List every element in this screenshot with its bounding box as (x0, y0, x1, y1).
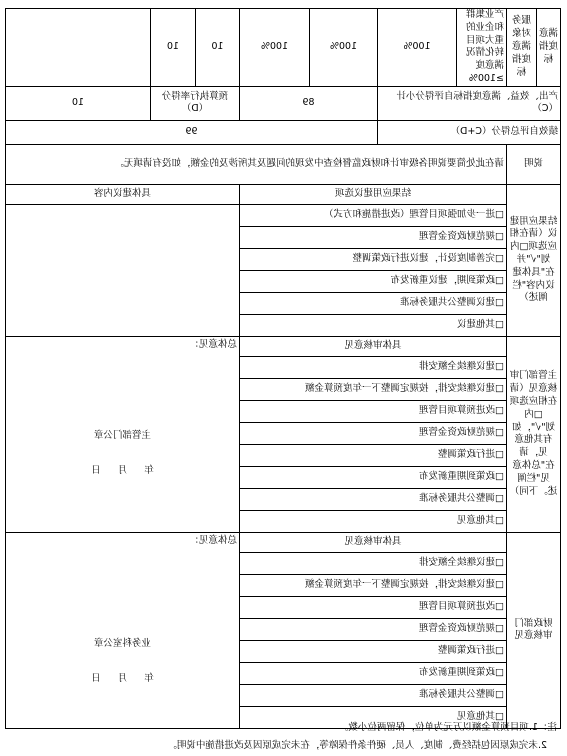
value-cell: 10 (151, 9, 196, 87)
dept-date: 年 月 日 (91, 464, 154, 476)
dept-stamp: 主管部门公章 (94, 429, 152, 441)
budget-execution-label: 预算执行率得分（D） (151, 86, 240, 120)
dept-option[interactable]: □建议继续全额安排 (240, 356, 507, 378)
suggestion-option[interactable]: □进一步加强项目管理（改进措施和方式） (240, 204, 507, 226)
indicator-level1: 满意度指标 (537, 9, 561, 87)
explain-label: 说明 (507, 144, 561, 184)
suggestion-option[interactable]: □完善制度设计，建议进行政策调整 (240, 248, 507, 270)
suggestions-options-header: 结果应用建议选项 (240, 184, 507, 204)
evaluation-table (5, 8, 561, 729)
satisfaction-row (6, 9, 561, 87)
indicator-level3: 产业集群和企业的重大项目转化情况满意度≥100% (457, 9, 507, 87)
dept-option[interactable]: □调整公共服务标准 (240, 488, 507, 510)
dept-option[interactable]: □建议继续安排，按规定调整下一年度预算金额 (240, 378, 507, 400)
total-row (6, 120, 561, 144)
dept-overall-label: 总体意见： (189, 338, 237, 350)
suggestion-option[interactable]: □规范财政资金管理 (240, 226, 507, 248)
suggestion-option[interactable]: □政策到期，建议重新发布 (240, 270, 507, 292)
finance-option[interactable]: □政策到期重新发布 (240, 662, 507, 684)
value-cell: 100% (310, 9, 378, 87)
total-label: 绩效自评总得分（C+D） (378, 120, 561, 144)
finance-date: 年 月 日 (91, 672, 154, 684)
dept-option[interactable]: □规范财政资金管理 (240, 422, 507, 444)
finance-option[interactable]: □调整公共服务标准 (240, 684, 507, 706)
finance-opinion-label: 财政部门审核意见 (507, 532, 561, 728)
footnote: 注：1.项目预算金额以万元为单位，保留两位小数。 (338, 722, 557, 733)
explain-row (6, 144, 561, 184)
suggestion-option[interactable]: □建议调整公共服务标准 (240, 292, 507, 314)
suggestions-content-header: 具体建议内容 (6, 184, 240, 204)
finance-option[interactable]: □规范财政资金管理 (240, 618, 507, 640)
dept-overall-cell[interactable] (6, 336, 240, 532)
value-cell: 100% (240, 9, 310, 87)
finance-option[interactable]: □建议继续安排，按规定调整下一年度预算金额 (240, 574, 507, 596)
suggestion-option[interactable]: □其他建议 (240, 314, 507, 336)
dept-option[interactable]: □其他意见 (240, 510, 507, 532)
total-value: 99 (6, 120, 378, 144)
dept-option[interactable]: □改进预算项目管理 (240, 400, 507, 422)
suggestions-label: 结果应用建议（请在相应选项□内划"√"并在"具体建议内容"栏阐述） (507, 184, 561, 336)
subtotal-row (6, 86, 561, 120)
finance-option[interactable]: □建议继续全额安排 (240, 552, 507, 574)
finance-overall-label: 总体意见： (189, 534, 237, 546)
finance-overall-cell[interactable] (6, 532, 240, 728)
subtotal-value: 89 (240, 86, 378, 120)
finance-option[interactable]: □其他意见 (240, 706, 507, 728)
blank-cell (6, 9, 151, 87)
footnote: 2.未完成原因包括经费、制度、人员、硬件条件保障等，在未完成原因及改进措施中说明。 (167, 740, 547, 751)
finance-option[interactable]: □进行政策调整 (240, 640, 507, 662)
budget-execution-value: 10 (6, 86, 151, 120)
finance-header-row (6, 532, 561, 552)
dept-option[interactable]: □政策到期重新发布 (240, 466, 507, 488)
suggestions-header-row (6, 184, 561, 204)
explain-text: 请在此处简要说明各级审计和财政监督检查中发现的问题及其所涉及的金额，如没有请填无。 (6, 144, 507, 184)
finance-option[interactable]: □改进预算项目管理 (240, 596, 507, 618)
dept-options-header: 具体审核意见 (240, 336, 507, 356)
finance-stamp: 业务科室公章 (94, 637, 152, 649)
finance-options-header: 具体审核意见 (240, 532, 507, 552)
footnotes (167, 719, 557, 755)
value-cell: 10 (196, 9, 240, 87)
indicator-level2: 服务对象满意度指标 (507, 9, 537, 87)
dept-header-row (6, 336, 561, 356)
subtotal-label: 产出、效益、满意度指标自评得分小计（C） (378, 86, 561, 120)
dept-option[interactable]: □进行政策调整 (240, 444, 507, 466)
dept-opinion-label: 主管部门审核意见（请在相应选项□内划"√"，如有其他意见，请在"总体意见"栏阐述。下同） (507, 336, 561, 532)
suggestions-content[interactable] (6, 204, 240, 336)
value-cell: 100% (378, 9, 457, 87)
